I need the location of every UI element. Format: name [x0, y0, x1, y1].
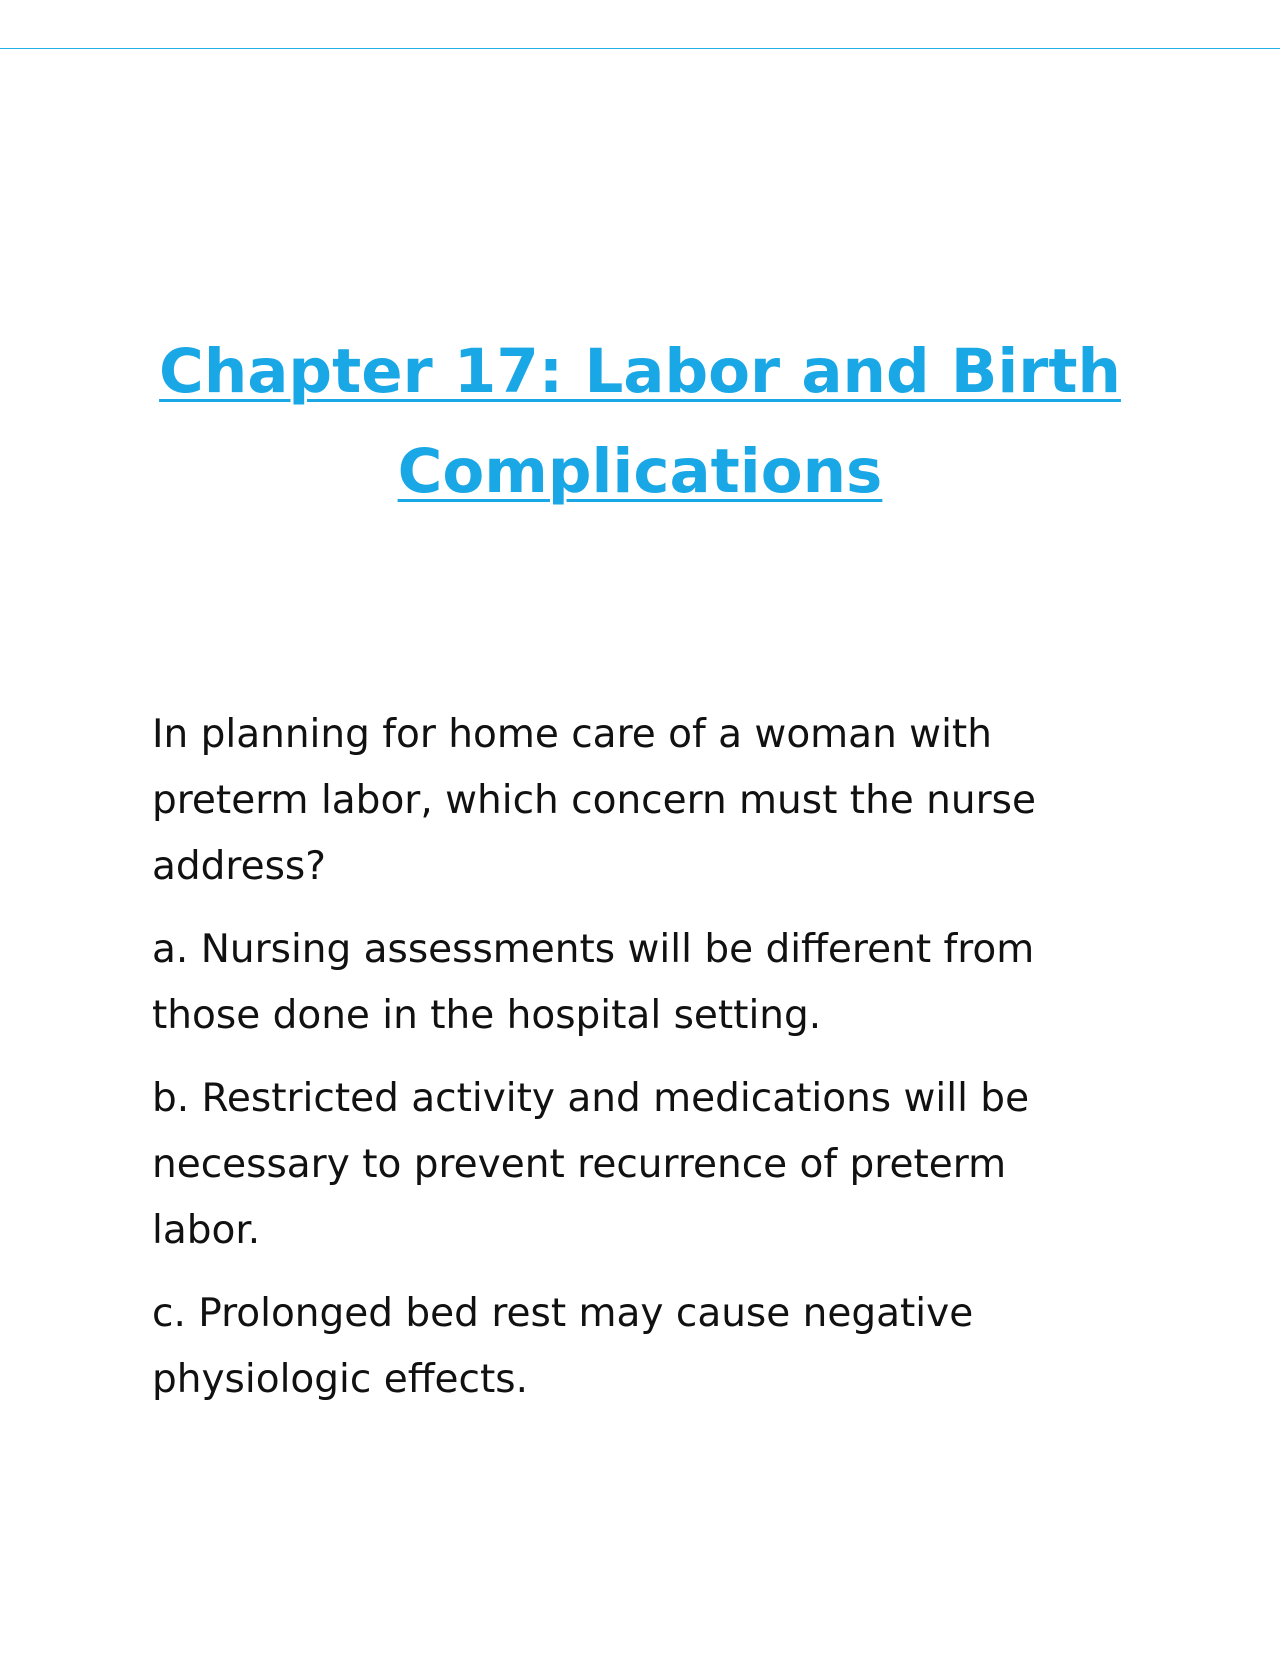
answer-option-a: a. Nursing assessments will be different from those done in the hospital setting. [152, 927, 1035, 1038]
answer-option-b: b. Restricted activity and medications will be necessary to prevent recurrence of preterm labor. [152, 1076, 1030, 1253]
chapter-title [120, 322, 1160, 522]
header-rule [0, 48, 1280, 49]
chapter-title-line-1: Chapter 17: Labor and Birth [159, 336, 1121, 407]
chapter-title-line-2: Complications [397, 436, 883, 507]
question-text: In planning for home care of a woman with preterm labor, which concern must the nurse address? [152, 712, 1036, 889]
answer-option-c: c. Prolonged bed rest may cause negative physiologic effects. [152, 1291, 974, 1402]
question-block [152, 702, 1102, 1430]
